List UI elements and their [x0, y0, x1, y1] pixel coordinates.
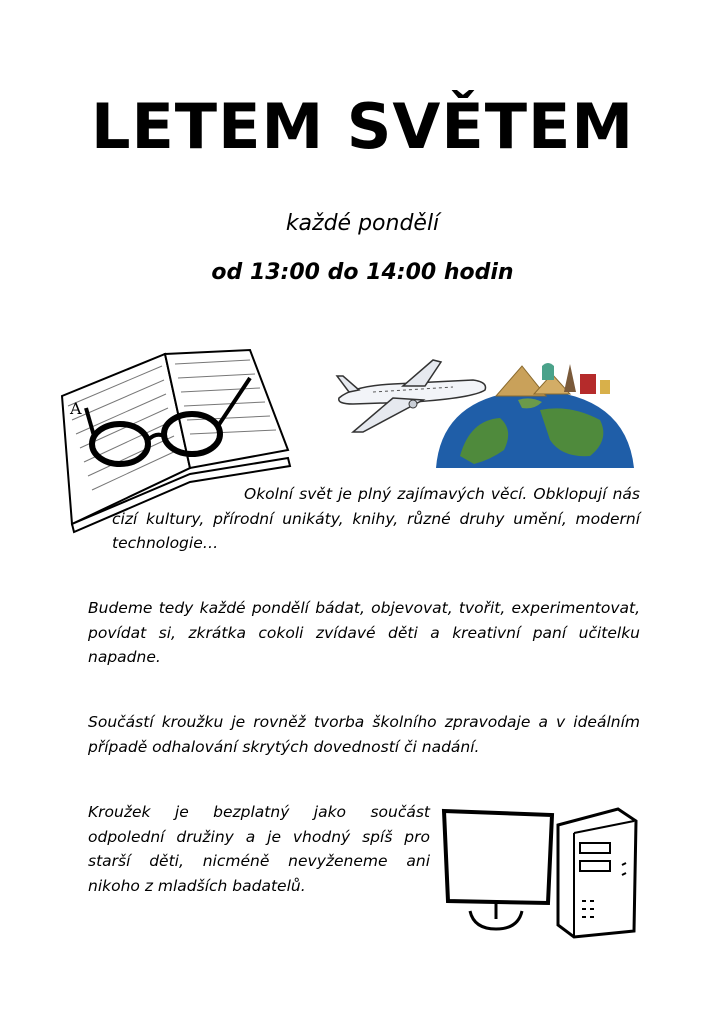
computer-illustration: [440, 805, 640, 945]
globe-landmarks-illustration: [430, 360, 640, 470]
schedule-day: každé pondělí: [285, 211, 440, 236]
newspaper-paragraph: Součástí kroužku je rovněž tvorba školního zpravodaje a v ideálním případě odhalování skrytých dovedností či nadání.: [88, 713, 640, 756]
activities-paragraph: Budeme tedy každé pondělí bádat, objevovat, tvořit, experimentovat, povídat si, zkrátka cokoli zvídavé děti a kreativní paní učitelku napadne.: [88, 599, 640, 666]
free-club-paragraph: Kroužek je bezplatný jako součást odpolední družiny a je vhodný spíš pro starší děti, nicméně nevyženeme ani nikoho z mladších badatelů.: [88, 803, 430, 895]
schedule-time: od 13:00 do 14:00 hodin: [211, 260, 514, 285]
page-title: LETEM SVĚTEM: [90, 90, 635, 163]
book-letter: A: [70, 399, 82, 418]
intro-paragraph: Okolní svět je plný zajímavých věcí. Obklopují nás cizí kultury, přírodní unikáty, knihy, různé druhy umění, moderní technologie…: [112, 485, 640, 552]
